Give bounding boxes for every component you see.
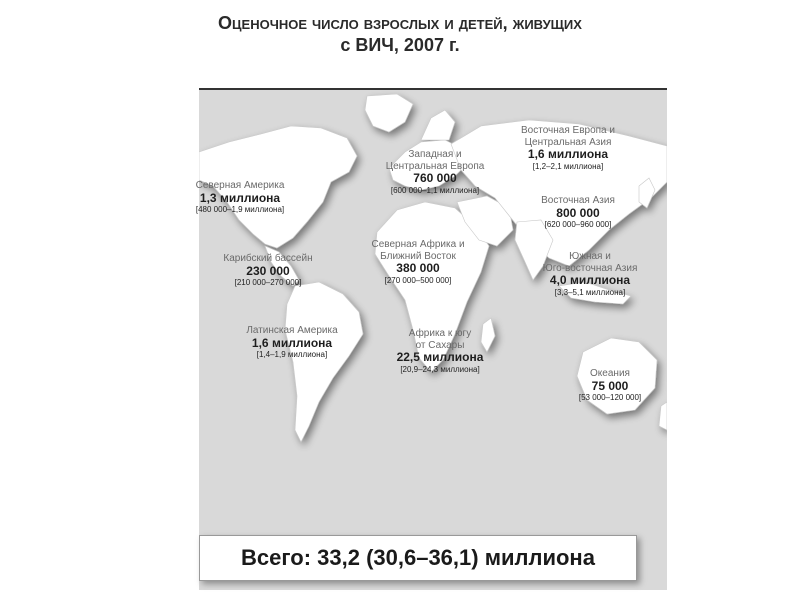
land-south-america [285,282,363,442]
region-oceania [555,368,665,402]
region-value: 1,6 миллиона [527,147,609,161]
title-line-1: Оценочное число взрослых и детей, живущих [218,13,582,33]
region-name: Северная Африка и Ближний Восток [371,239,465,262]
region-range: [480 000–1,9 миллиона] [195,205,285,215]
region-name: Океания [590,368,630,379]
region-name: Африка к югу от Сахары [408,328,472,351]
land-new-zealand [659,402,667,430]
region-range: [1,4–1,9 миллиона] [256,350,328,360]
region-caribbean [198,253,338,287]
map-title [0,12,800,56]
region-range: [1,2–2,1 миллиона] [532,161,604,171]
region-value: 22,5 миллиона [396,350,484,364]
region-value: 800 000 [556,205,600,220]
region-western-central-europe [365,149,505,195]
region-value: 75 000 [591,378,629,393]
region-value: 4,0 миллиона [549,273,631,287]
region-name: Западная и Центральная Европа [385,149,485,172]
region-name: Латинская Америка [246,325,338,336]
region-range: [620 000–960 000] [544,220,612,230]
region-range: [53 000–120 000] [578,393,642,403]
region-name: Северная Америка [195,180,285,191]
region-latin-america [222,325,362,359]
region-value: 230 000 [246,263,290,278]
region-eastern-europe-central-asia [498,125,638,171]
region-name: Восточная Азия [541,195,615,206]
region-range: [3,3–5,1 миллиона] [554,287,626,297]
total-box [199,535,637,581]
region-north-africa-middle-east [348,239,488,285]
region-range: [600 000–1,1 миллиона] [390,185,480,195]
region-name: Восточная Европа и Центральная Азия [521,125,615,148]
region-sub-saharan-africa [370,328,510,374]
land-scandinavia [421,110,455,140]
region-name: Карибский бассейн [223,253,313,264]
region-value: 760 000 [413,171,457,185]
region-value: 1,3 миллиона [199,190,281,205]
land-greenland [365,94,413,132]
region-north-america [170,180,310,214]
region-value: 1,6 миллиона [251,335,333,350]
region-range: [20,9–24,3 миллиона] [400,364,480,374]
region-south-southeast-asia [520,251,660,297]
total-text: Всего: 33,2 (30,6–36,1) миллиона [241,545,595,570]
region-range: [210 000–270 000] [234,278,302,288]
region-name: Южная и Юго-восточная Азия [542,251,638,274]
region-value: 380 000 [396,261,440,275]
region-range: [270 000–500 000] [384,275,452,285]
region-east-asia [508,195,648,229]
title-line-2: с ВИЧ, 2007 г. [340,35,460,55]
